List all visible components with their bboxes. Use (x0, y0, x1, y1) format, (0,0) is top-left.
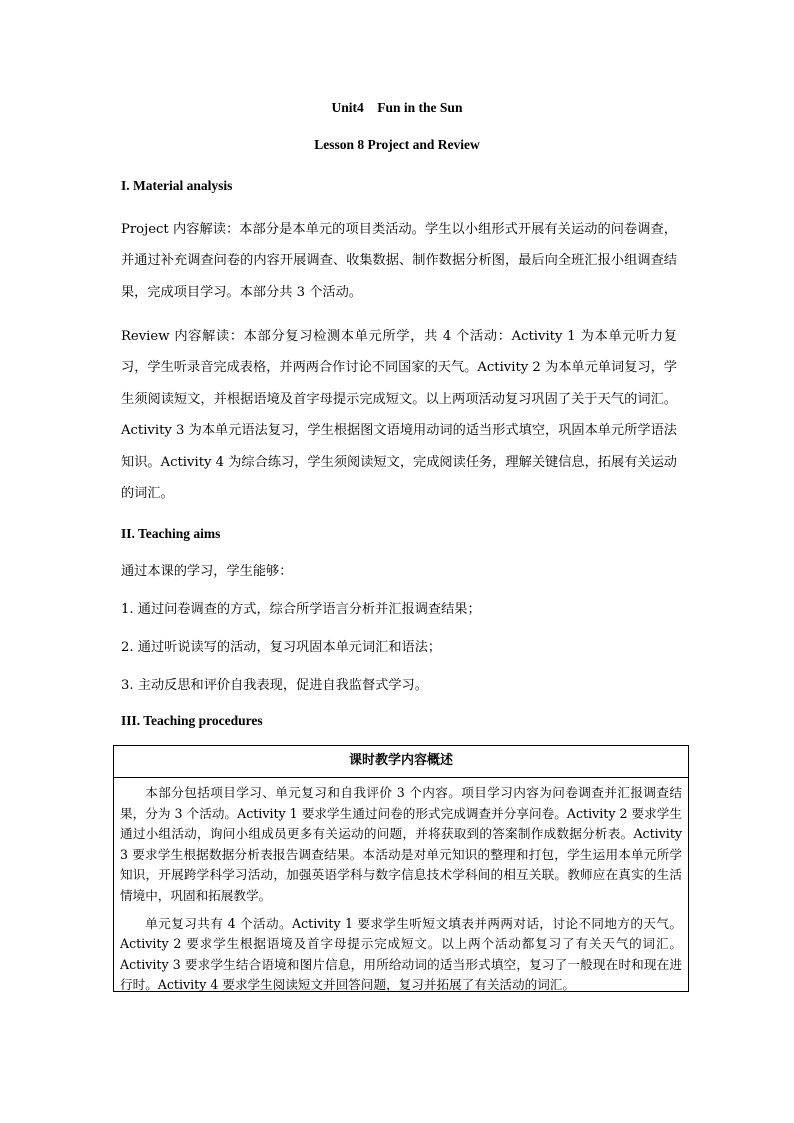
section-heading-teaching-aims: II. Teaching aims (121, 526, 221, 541)
procedures-table (113, 745, 689, 992)
teaching-aim-item: 2. 通过听说读写的活动，复习巩固本单元词汇和语法； (121, 640, 442, 655)
lesson-title: Lesson 8 Project and Review (314, 137, 480, 152)
teaching-aim-item: 3. 主动反思和评价自我表现，促进自我监督式学习。 (121, 678, 428, 693)
table-header-cell: 课时教学内容概述 (114, 746, 688, 778)
teaching-aims-intro: 通过本课的学习，学生能够： (121, 564, 293, 579)
review-analysis-paragraph: Review 内容解读：本部分复习检测本单元所学，共 4 个活动：Activity 1 为本单元听力复习，学生听录音完成表格，并两两合作讨论不同国家的天气。Activity 2 为本单元单词复习，学生须阅读短文，并根据语境及首字母提示完成短文。以上两项活动复习巩固了关于天气的词汇。Activity 3 为本单元语法复习，学生根据图文语境用动词的适当形式填空，巩固本单元所学语法知识。Activity 4 为综合练习，学生须阅读短文，完成阅读任务，理解关键信息，拓展有关运动的词汇。 (121, 329, 677, 502)
project-analysis-paragraph: Project 内容解读：本部分是本单元的项目类活动。学生以小组形式开展有关运动的问卷调查，并通过补充调查问卷的内容开展调查、收集数据、制作数据分析图，最后向全班汇报小组调查结果，完成项目学习。本部分共 3 个活动。 (121, 222, 677, 300)
section-heading-material-analysis: I. Material analysis (121, 178, 233, 193)
unit-title: Unit4 Fun in the Sun (331, 100, 463, 115)
section-heading-teaching-procedures: III. Teaching procedures (121, 713, 263, 728)
teaching-aim-item: 1. 通过问卷调查的方式，综合所学语言分析并汇报调查结果； (121, 602, 481, 617)
table-paragraph-review: 单元复习共有 4 个活动。Activity 1 要求学生听短文填表并两两对话，讨论不同地方的天气。Activity 2 要求学生根据语境及首字母提示完成短文。以上两个活动都复习了有关天气的词汇。Activity 3 要求学生结合语境和图片信息，用所给动词的适当形式填空，复习了一般现在时和现在进行时。Activity 4 要求学生阅读短文并回答问题，复习并拓展了有关活动的词汇。 (120, 915, 682, 993)
table-paragraph-project: 本部分包括项目学习、单元复习和自我评价 3 个内容。项目学习内容为问卷调查并汇报调查结果，分为 3 个活动。Activity 1 要求学生通过问卷的形式完成调查并分享问卷。Activity 2 要求学生通过小组活动，询问小组成员更多有关运动的问题，并将获取到的答案制作成数据分析表。Activity 3 要求学生根据数据分析表报告调查结果。本活动是对单元知识的整理和打包，学生运用本单元所学知识，开展跨学科学习活动，加强英语学科与数字信息技术学科间的相互关联。教师应在真实的生活情境中，巩固和拓展教学。 (120, 785, 682, 903)
table-body-cell (114, 778, 688, 996)
